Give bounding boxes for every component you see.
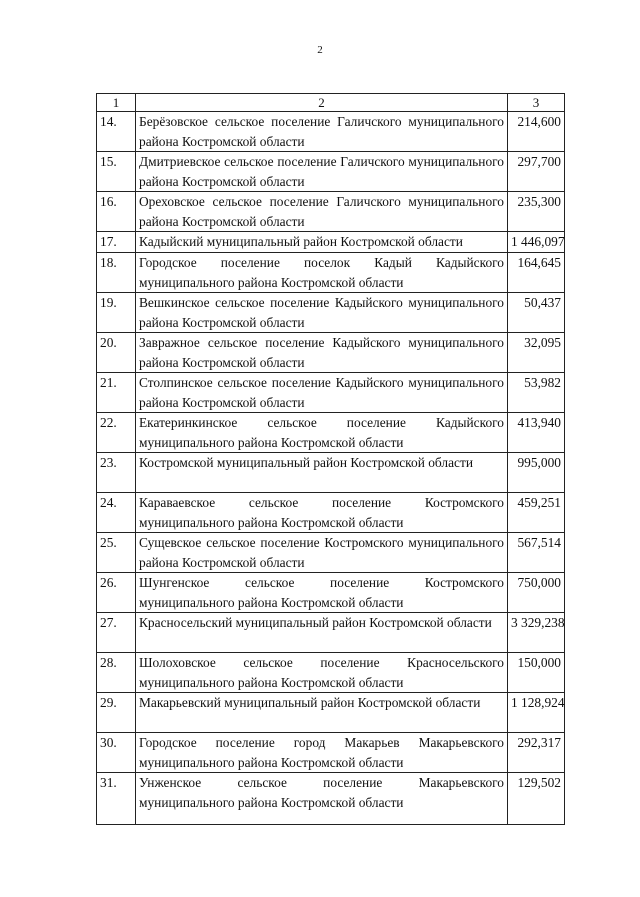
row-value: 214,600 [508, 112, 565, 152]
row-name: Берёзовское сельское поселение Галичского муниципального района Костромской области [136, 112, 508, 152]
row-number: 17. [97, 232, 136, 253]
row-number: 30. [97, 733, 136, 773]
row-value: 32,095 [508, 333, 565, 373]
table-row [97, 253, 565, 293]
column-header-1: 1 [97, 94, 136, 112]
table-row [97, 413, 565, 453]
row-name: Унженское сельское поселение Макарьевского муниципального района Костромской области [136, 773, 508, 825]
row-value: 235,300 [508, 192, 565, 232]
table-row [97, 373, 565, 413]
row-name: Красносельский муниципальный район Костромской области [136, 613, 508, 653]
row-number: 28. [97, 653, 136, 693]
row-name: Дмитриевское сельское поселение Галичского муниципального района Костромской области [136, 152, 508, 192]
table-row [97, 653, 565, 693]
row-name: Макарьевский муниципальный район Костромской области [136, 693, 508, 733]
table-row [97, 613, 565, 653]
row-name: Городское поселение город Макарьев Макарьевского муниципального района Костромской области [136, 733, 508, 773]
table-row [97, 693, 565, 733]
table-row [97, 152, 565, 192]
row-value: 3 329,238 [508, 613, 565, 653]
row-number: 24. [97, 493, 136, 533]
table-row [97, 192, 565, 232]
allocation-table [96, 93, 565, 825]
row-value: 292,317 [508, 733, 565, 773]
table-row [97, 112, 565, 152]
row-value: 53,982 [508, 373, 565, 413]
row-value: 750,000 [508, 573, 565, 613]
row-value: 1 446,097 [508, 232, 565, 253]
row-number: 15. [97, 152, 136, 192]
row-number: 31. [97, 773, 136, 825]
table-row [97, 453, 565, 493]
row-number: 25. [97, 533, 136, 573]
table-header-row [97, 94, 565, 112]
table-row [97, 293, 565, 333]
table-row [97, 232, 565, 253]
row-name: Шолоховское сельское поселение Красносельского муниципального района Костромской области [136, 653, 508, 693]
row-value: 1 128,924 [508, 693, 565, 733]
row-number: 22. [97, 413, 136, 453]
row-name: Столпинское сельское поселение Кадыйского муниципального района Костромской области [136, 373, 508, 413]
row-number: 27. [97, 613, 136, 653]
row-value: 150,000 [508, 653, 565, 693]
row-number: 29. [97, 693, 136, 733]
row-name: Костромской муниципальный район Костромской области [136, 453, 508, 493]
row-name: Вешкинское сельское поселение Кадыйского муниципального района Костромской области [136, 293, 508, 333]
row-value: 50,437 [508, 293, 565, 333]
row-value: 413,940 [508, 413, 565, 453]
row-name: Шунгенское сельское поселение Костромского муниципального района Костромской области [136, 573, 508, 613]
row-number: 19. [97, 293, 136, 333]
row-value: 129,502 [508, 773, 565, 825]
row-number: 23. [97, 453, 136, 493]
row-value: 297,700 [508, 152, 565, 192]
table-row [97, 573, 565, 613]
row-name: Караваевское сельское поселение Костромского муниципального района Костромской области [136, 493, 508, 533]
row-value: 995,000 [508, 453, 565, 493]
table-row [97, 773, 565, 825]
row-number: 20. [97, 333, 136, 373]
row-number: 26. [97, 573, 136, 613]
row-number: 18. [97, 253, 136, 293]
column-header-3: 3 [508, 94, 565, 112]
page-number: 2 [317, 44, 323, 56]
row-number: 16. [97, 192, 136, 232]
row-value: 164,645 [508, 253, 565, 293]
row-name: Ореховское сельское поселение Галичского муниципального района Костромской области [136, 192, 508, 232]
row-name: Завражное сельское поселение Кадыйского муниципального района Костромской области [136, 333, 508, 373]
column-header-2: 2 [136, 94, 508, 112]
row-name: Сущевское сельское поселение Костромского муниципального района Костромской области [136, 533, 508, 573]
row-name: Городское поселение поселок Кадый Кадыйского муниципального района Костромской области [136, 253, 508, 293]
row-name: Кадыйский муниципальный район Костромской области [136, 232, 508, 253]
row-name: Екатеринкинское сельское поселение Кадыйского муниципального района Костромской области [136, 413, 508, 453]
table-row [97, 493, 565, 533]
row-number: 21. [97, 373, 136, 413]
row-value: 567,514 [508, 533, 565, 573]
table-row [97, 533, 565, 573]
table-row [97, 733, 565, 773]
table-row [97, 333, 565, 373]
row-number: 14. [97, 112, 136, 152]
row-value: 459,251 [508, 493, 565, 533]
